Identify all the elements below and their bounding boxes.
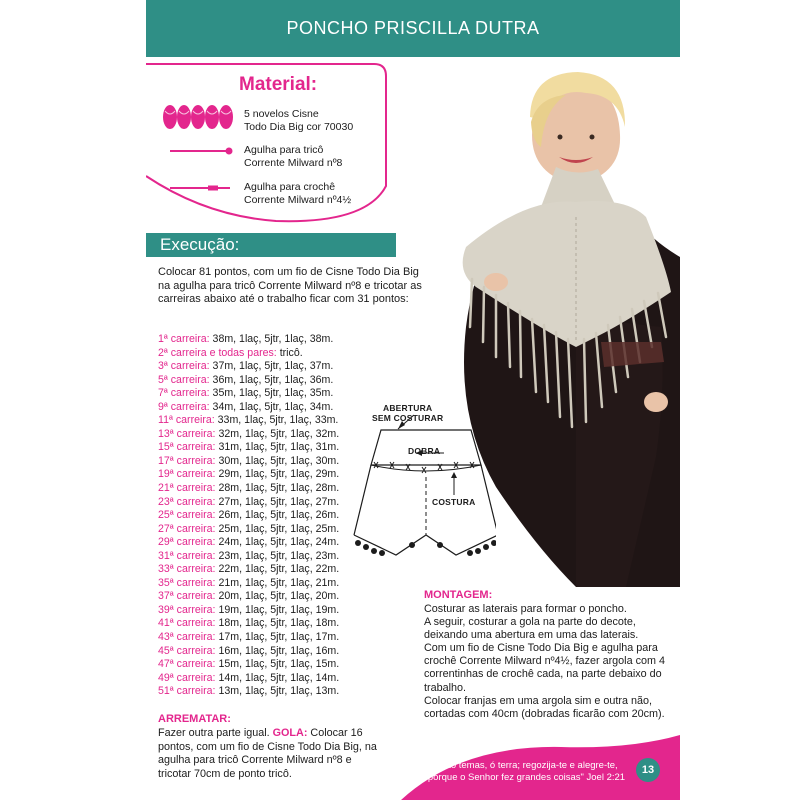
row-label: 15ª carreira: <box>158 441 216 454</box>
bible-quote: "Não temas, ó terra; regozija-te e alegre-te, porque o Senhor fez grandes coisas" Joel 2:21 <box>427 760 626 783</box>
page-number: 13 <box>636 758 660 782</box>
row-instruction <box>158 414 378 428</box>
magazine-page <box>146 0 680 800</box>
row-text: 27m, 1laç, 5jtr, 1laç, 27m. <box>215 495 340 508</box>
row-instruction <box>158 685 378 699</box>
row-text: 16m, 1laç, 5jtr, 1laç, 16m. <box>215 644 340 657</box>
row-instruction <box>158 360 378 374</box>
row-text: 20m, 1laç, 5jtr, 1laç, 20m. <box>215 590 340 603</box>
diagram-label-opening: ABERTURA <box>383 403 433 413</box>
row-label: 47ª carreira: <box>158 658 216 671</box>
row-label: 25ª carreira: <box>158 509 216 522</box>
row-text: 18m, 1laç, 5jtr, 1laç, 18m. <box>215 617 340 630</box>
row-text: 26m, 1laç, 5jtr, 1laç, 26m. <box>215 509 340 522</box>
row-text: 36m, 1laç, 5jtr, 1laç, 36m. <box>209 373 334 386</box>
row-label: 49ª carreira: <box>158 671 216 684</box>
row-instruction <box>158 604 378 618</box>
row-instruction <box>158 645 378 659</box>
row-instruction <box>158 509 378 523</box>
row-text: 32m, 1laç, 5jtr, 1laç, 32m. <box>215 427 340 440</box>
crochet-hook-icon <box>168 183 234 193</box>
montagem-heading: MONTAGEM: <box>424 589 493 601</box>
row-text: 38m, 1laç, 5jtr, 1laç, 38m. <box>209 333 334 345</box>
execucao-intro: Colocar 81 pontos, com um fio de Cisne Todo Dia Big na agulha para tricô Corrente Milward nº8 e tricotar as carreiras abaixo até o trabalho ficar com 31 pontos: <box>158 266 422 305</box>
row-text: 14m, 1laç, 5jtr, 1laç, 14m. <box>215 671 340 684</box>
row-text: 34m, 1laç, 5jtr, 1laç, 34m. <box>209 400 334 413</box>
row-text: 35m, 1laç, 5jtr, 1laç, 35m. <box>209 387 334 400</box>
execucao-heading: Execução: <box>146 233 396 257</box>
row-text: 29m, 1laç, 5jtr, 1laç, 29m. <box>215 468 340 481</box>
row-label: 27ª carreira: <box>158 522 216 535</box>
row-label: 19ª carreira: <box>158 468 216 481</box>
row-instruction <box>158 455 378 469</box>
row-label: 23ª carreira: <box>158 495 216 508</box>
row-text: 21m, 1laç, 5jtr, 1laç, 21m. <box>215 576 340 589</box>
montagem-text: Costurar as laterais para formar o poncho. A seguir, costurar a gola na parte do decote, deixando uma abertura em uma das laterais. Com um fio de Cisne Todo Dia Big e agulha para crochê Corrente Milward nº4½, fazer argola com 4 correntinhas de crochê cada, na parte debaixo do trabalho. Colocar franjas em uma argola sim e outra não, cortadas com 40cm (dobradas ficarão com 20cm). <box>424 603 665 720</box>
row-text: 24m, 1laç, 5jtr, 1laç, 24m. <box>215 536 340 549</box>
row-instruction <box>158 550 378 564</box>
row-instruction <box>158 441 378 455</box>
material-item-crochet-hook: Agulha para crochê Corrente Milward nº4½ <box>244 181 352 206</box>
row-label: 5ª carreira: <box>158 373 210 386</box>
row-instruction <box>158 333 378 347</box>
row-label: 9ª carreira: <box>158 400 210 413</box>
row-instruction <box>158 577 378 591</box>
row-label: 17ª carreira: <box>158 454 216 467</box>
diagram-label-opening-2: SEM COSTURAR <box>372 413 444 423</box>
row-label: 29ª carreira: <box>158 536 216 549</box>
row-label: 41ª carreira: <box>158 617 216 630</box>
row-text: 28m, 1laç, 5jtr, 1laç, 28m. <box>215 482 340 495</box>
row-label: 3ª carreira: <box>158 360 210 373</box>
row-label: 35ª carreira: <box>158 576 216 589</box>
row-instruction <box>158 347 378 361</box>
row-label: 11ª carreira: <box>158 414 215 427</box>
diagram-label-seam: COSTURA <box>432 497 476 507</box>
row-text: 19m, 1laç, 5jtr, 1laç, 19m. <box>215 603 340 616</box>
arrematar-heading: ARREMATAR: <box>158 713 231 725</box>
row-instruction <box>158 428 378 442</box>
row-label: 1ª carreira: <box>158 333 210 345</box>
row-text: 13m, 1laç, 5jtr, 1laç, 13m. <box>215 685 340 698</box>
row-instruction <box>158 672 378 686</box>
material-heading: Material: <box>239 74 318 95</box>
row-label: 13ª carreira: <box>158 427 216 440</box>
row-text: tricô. <box>276 346 303 359</box>
row-text: 17m, 1laç, 5jtr, 1laç, 17m. <box>215 631 340 644</box>
row-instruction <box>158 563 378 577</box>
knitting-needle-icon <box>168 146 234 156</box>
row-instruction <box>158 590 378 604</box>
row-text: 30m, 1laç, 5jtr, 1laç, 30m. <box>215 454 340 467</box>
row-label: 51ª carreira: <box>158 685 216 698</box>
row-text: 22m, 1laç, 5jtr, 1laç, 22m. <box>215 563 340 576</box>
row-text: 33m, 1laç, 5jtr, 1laç, 33m. <box>214 414 339 427</box>
row-instructions <box>158 333 378 699</box>
row-label: 33ª carreira: <box>158 563 216 576</box>
row-instruction <box>158 536 378 550</box>
material-item-knitting-needle: Agulha para tricô Corrente Milward nº8 <box>244 144 343 169</box>
row-instruction <box>158 482 378 496</box>
row-text: 31m, 1laç, 5jtr, 1laç, 31m. <box>215 441 340 454</box>
diagram-label-fold: DOBRA <box>408 446 441 456</box>
row-label: 2ª carreira e todas pares: <box>158 346 277 359</box>
row-label: 45ª carreira: <box>158 644 216 657</box>
row-instruction <box>158 523 378 537</box>
row-text: 15m, 1laç, 5jtr, 1laç, 15m. <box>215 658 340 671</box>
page-title: PONCHO PRISCILLA DUTRA <box>146 0 680 57</box>
row-instruction <box>158 617 378 631</box>
row-instruction <box>158 387 378 401</box>
row-text: 25m, 1laç, 5jtr, 1laç, 25m. <box>215 522 340 535</box>
row-instruction <box>158 374 378 388</box>
row-label: 43ª carreira: <box>158 631 216 644</box>
row-instruction <box>158 401 378 415</box>
material-item-yarn: 5 novelos Cisne Todo Dia Big cor 70030 <box>244 108 354 133</box>
row-text: 23m, 1laç, 5jtr, 1laç, 23m. <box>215 549 340 562</box>
row-label: 37ª carreira: <box>158 590 216 603</box>
row-label: 31ª carreira: <box>158 549 216 562</box>
row-instruction <box>158 468 378 482</box>
row-instruction <box>158 496 378 510</box>
row-text: 37m, 1laç, 5jtr, 1laç, 37m. <box>209 360 334 373</box>
row-label: 7ª carreira: <box>158 387 210 400</box>
row-instruction <box>158 631 378 645</box>
row-label: 39ª carreira: <box>158 603 216 616</box>
row-instruction <box>158 658 378 672</box>
arrematar-text: Fazer outra parte igual. GOLA: Colocar 16 pontos, com um fio de Cisne Todo Dia Big, na agulha para tricô Corrente Milward nº8 e tricotar 70cm de ponto tricô. <box>158 727 377 780</box>
yarn-balls-icon <box>162 104 234 130</box>
row-label: 21ª carreira: <box>158 482 216 495</box>
